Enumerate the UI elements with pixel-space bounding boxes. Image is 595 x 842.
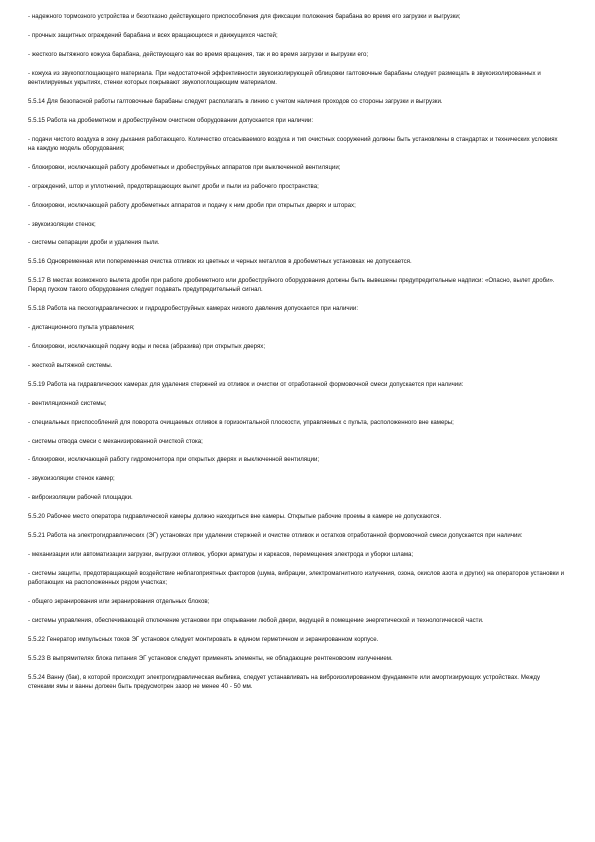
bullet-ventilation-system: - вентиляционной системы; <box>28 399 107 407</box>
clause-5-5-14: 5.5.14 Для безопасной работы галтовочные барабаны следует располагать в линию с учетом наличия проходов со стороны загрузки и выгрузки. <box>28 97 443 105</box>
bullet-shot-separation: - системы сепарации дроби и удаления пыли. <box>28 239 160 247</box>
bullet-mixture-drain: - системы отвода смеси с механизированной очисткой стока; <box>28 437 203 445</box>
bullet-chamber-soundproofing: - звукоизоляции стенок камер; <box>28 475 115 483</box>
bullet-sound-absorbing-casing: - кожуха из звукопоглощающего материала. При недостаточной эффективности звукоизолирующей облицовки галтовочные барабаны следует размещать в звукоизолированных и вентилируемых укрытиях, стенки которых покрывают звукопоглощающим материалом. <box>28 69 541 86</box>
bullet-rigid-exhaust: - жесткой вытяжной системы. <box>28 362 113 370</box>
bullet-interlock-hydromonitor: - блокировки, исключающей работу гидромонитора при открытых дверях и выключенной вентиляции; <box>28 456 320 464</box>
bullet-protection-system: - системы защиты, предотвращающей воздействие неблагоприятных факторов (шума, вибрации, электромагнитного излучения, озона, окислов азота и других) на операторов установки и работающих на расположенных рядом участках; <box>28 569 565 587</box>
bullet-casting-rotation-devices: - специальных приспособлений для поворота очищаемых отливок в горизонтальной плоскости, управляемых с пульта, расположенного вне камеры; <box>28 418 454 426</box>
bullet-shielding: - общего экранирования или экранирования отдельных блоков; <box>28 598 210 606</box>
clause-5-5-15: 5.5.15 Работа на дробеметном и дробеструйном очистном оборудовании допускается при наличии: <box>28 116 314 124</box>
bullet-control-system: - системы управления, обеспечивающей отключение установки при открывании любой двери, ведущей в помещение энергетической и технологической части. <box>28 616 484 624</box>
clause-5-5-17: 5.5.17 В местах возможного вылета дроби при работе дробеметного или дробеструйного оборудования должны быть вывешены предупредительные надписи: «Опасно, вылет дроби». Перед пуском такого оборудования следует подавать предупредительный сигнал. <box>28 277 555 294</box>
bullet-interlock-ventilation: - блокировки, исключающей работу дробеметных и дробеструйных аппаратов при выключенной вентиляции; <box>28 163 341 171</box>
clause-5-5-22: 5.5.22 Генератор импульсных токов ЭГ установок следует монтировать в едином герметичном и экранированном корпусе. <box>28 635 379 643</box>
bullet-exhaust-hood: - жесткого вытяжного кожуха барабана, действующего как во время вращения, так и во время загрузки и выгрузки его; <box>28 50 369 58</box>
bullet-interlock-doors-curtains: - блокировки, исключающей работу дробеметных аппаратов и подачу к ним дроби при открытых дверях и шторах; <box>28 201 356 209</box>
bullet-interlock-water-sand: - блокировки, исключающей подачу воды и песка (абразива) при открытых дверях; <box>28 343 266 351</box>
bullet-mechanization: - механизации или автоматизации загрузки, выгрузки отливок, уборки арматуры и каркасов, перемещения электрода и уборки шлама; <box>28 550 414 558</box>
bullet-protective-guards: - прочных защитных ограждений барабана и всех вращающихся и движущихся частей; <box>28 31 278 39</box>
clause-5-5-16: 5.5.16 Одновременная или попеременная очистка отливок из цветных и черных металлов в дробеметных установках не допускается. <box>28 258 412 266</box>
bullet-wall-soundproofing: - звукоизоляции стенок; <box>28 220 96 228</box>
bullet-brake-device: - надежного тормозного устройства и безотказно действующего приспособления для фиксации положения барабана во время его загрузки и выгрузки; <box>28 13 461 20</box>
clause-5-5-20: 5.5.20 Рабочее место оператора гидравлической камеры должно находиться вне камеры. Открытые рабочие проемы в камере не допускаются. <box>28 513 442 521</box>
bullet-guards-curtains-seals: - ограждений, штор и уплотнений, предотвращающих вылет дроби и пыли из рабочего пространства; <box>28 182 319 190</box>
bullet-clean-air-supply: - подачи чистого воздуха в зону дыхания работающего. Количество отсасываемого воздуха и тип очистных сооружений должны быть установлены в стандартах и технических условиях на каждую модель оборудования; <box>28 135 558 152</box>
document-page <box>28 12 566 701</box>
bullet-platform-vibration-isolation: - виброизоляции рабочей площадки. <box>28 494 133 502</box>
bullet-remote-control: - дистанционного пульта управления; <box>28 324 135 332</box>
clause-5-5-19: 5.5.19 Работа на гидравлических камерах для удаления стержней из отливок и очистки от отработанной формовочной смеси допускается при наличии: <box>28 380 464 388</box>
clause-5-5-21: 5.5.21 Работа на электрогидравлических (ЭГ) установках при удалении стержней и очистке отливок и остатков отработанной формовочной смеси допускается при наличии: <box>28 532 523 540</box>
clause-5-5-23: 5.5.23 В выпрямителях блока питания ЭГ установок следует применять элементы, не обладающие рентгеновским излучением. <box>28 654 393 662</box>
clause-5-5-18: 5.5.18 Работа на пескогидравлических и гидродробеструйных камерах низкого давления допускается при наличии: <box>28 305 359 313</box>
clause-5-5-24: 5.5.24 Ванну (бак), в которой происходит электрогидравлическая выбивка, следует устанавливать на виброизолированном фундаменте или амортизирующих устройствах. Между стенками ямы и ванны должен быть предусмотрен зазор не менее 40 - 50 мм. <box>28 673 540 690</box>
